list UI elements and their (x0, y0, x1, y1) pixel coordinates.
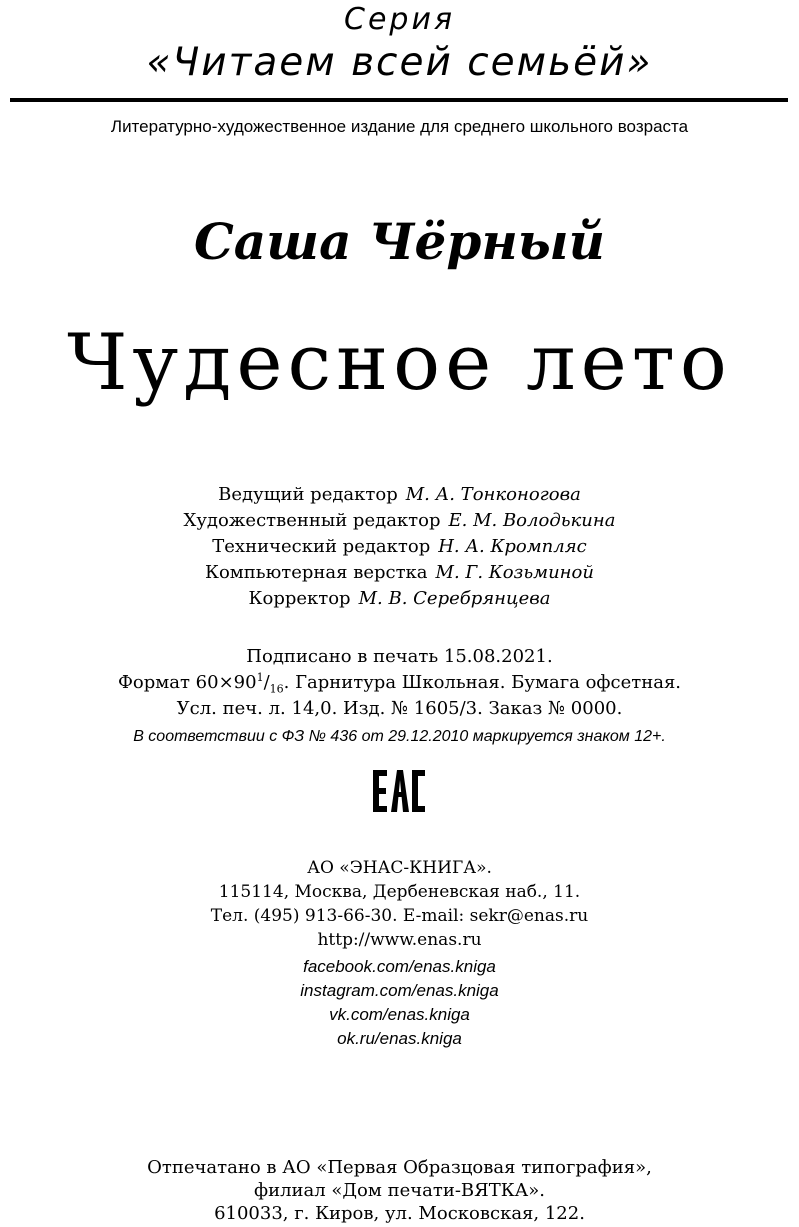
publisher-address: 115114, Москва, Дербеневская наб., 11. (218, 882, 581, 902)
credit-name: Н. А. Кромпляс (438, 536, 587, 557)
header-rule (10, 98, 788, 102)
printer-line: филиал «Дом печати-ВЯТКА». (254, 1180, 545, 1201)
publisher-name: АО «ЭНАС-КНИГА». (307, 858, 492, 878)
credit-name: М. Г. Козьминой (435, 562, 594, 583)
series-label: Серия (344, 2, 455, 37)
credit-role: Художественный редактор (183, 510, 441, 531)
credit-line (0, 560, 799, 586)
credit-name: М. А. Тонконогова (405, 484, 581, 505)
credit-line (0, 534, 799, 560)
printer-line: Отпечатано в АО «Первая Образцовая типография», (147, 1157, 652, 1178)
author-name: Саша Чёрный (193, 212, 605, 271)
publisher-website[interactable]: http://www.enas.ru (317, 930, 482, 950)
series-name: «Читаем всей семьёй» (146, 40, 653, 85)
social-link-facebook[interactable]: facebook.com/enas.kniga (303, 957, 496, 976)
book-title: Чудесное лето (67, 318, 732, 408)
credit-line (0, 482, 799, 508)
print-details: Усл. печ. л. 14,0. Изд. № 1605/3. Заказ № 0000. (176, 698, 623, 719)
credit-role: Компьютерная верстка (205, 562, 428, 583)
credit-role: Ведущий редактор (218, 484, 398, 505)
audience-note: Литературно-художественное издание для среднего школьного возраста (110, 117, 689, 136)
credits-block (0, 482, 799, 612)
format-sub: 16 (269, 682, 284, 696)
social-links (0, 955, 799, 1051)
credit-line (0, 586, 799, 612)
social-link-vk[interactable]: vk.com/enas.kniga (329, 1005, 470, 1024)
publisher-contacts: Тел. (495) 913-66-30. E-mail: sekr@enas.ru (210, 906, 589, 926)
social-link-ok[interactable]: ok.ru/enas.kniga (337, 1029, 462, 1048)
publisher-block (0, 856, 799, 952)
format-line (0, 670, 799, 696)
format-slash: / (263, 672, 270, 693)
format-suffix: . Гарнитура Школьная. Бумага офсетная. (283, 672, 682, 693)
credit-role: Корректор (248, 588, 351, 609)
credit-name: М. В. Серебрянцева (358, 588, 551, 609)
credit-line (0, 508, 799, 534)
eac-mark-icon (371, 768, 427, 814)
printer-line: 610033, г. Киров, ул. Московская, 122. (214, 1203, 585, 1224)
format-sup: 1 (256, 671, 264, 684)
credit-name: Е. М. Володькина (448, 510, 616, 531)
signed-date: Подписано в печать 15.08.2021. (246, 646, 553, 667)
age-notice: В соответствии с ФЗ № 436 от 29.12.2010 маркируется знаком 12+. (133, 728, 666, 745)
printer-block (0, 1156, 799, 1225)
format-prefix: Формат 60×90 (117, 672, 257, 693)
social-link-instagram[interactable]: instagram.com/enas.kniga (300, 981, 499, 1000)
imprint-block (0, 644, 799, 722)
credit-role: Технический редактор (212, 536, 431, 557)
